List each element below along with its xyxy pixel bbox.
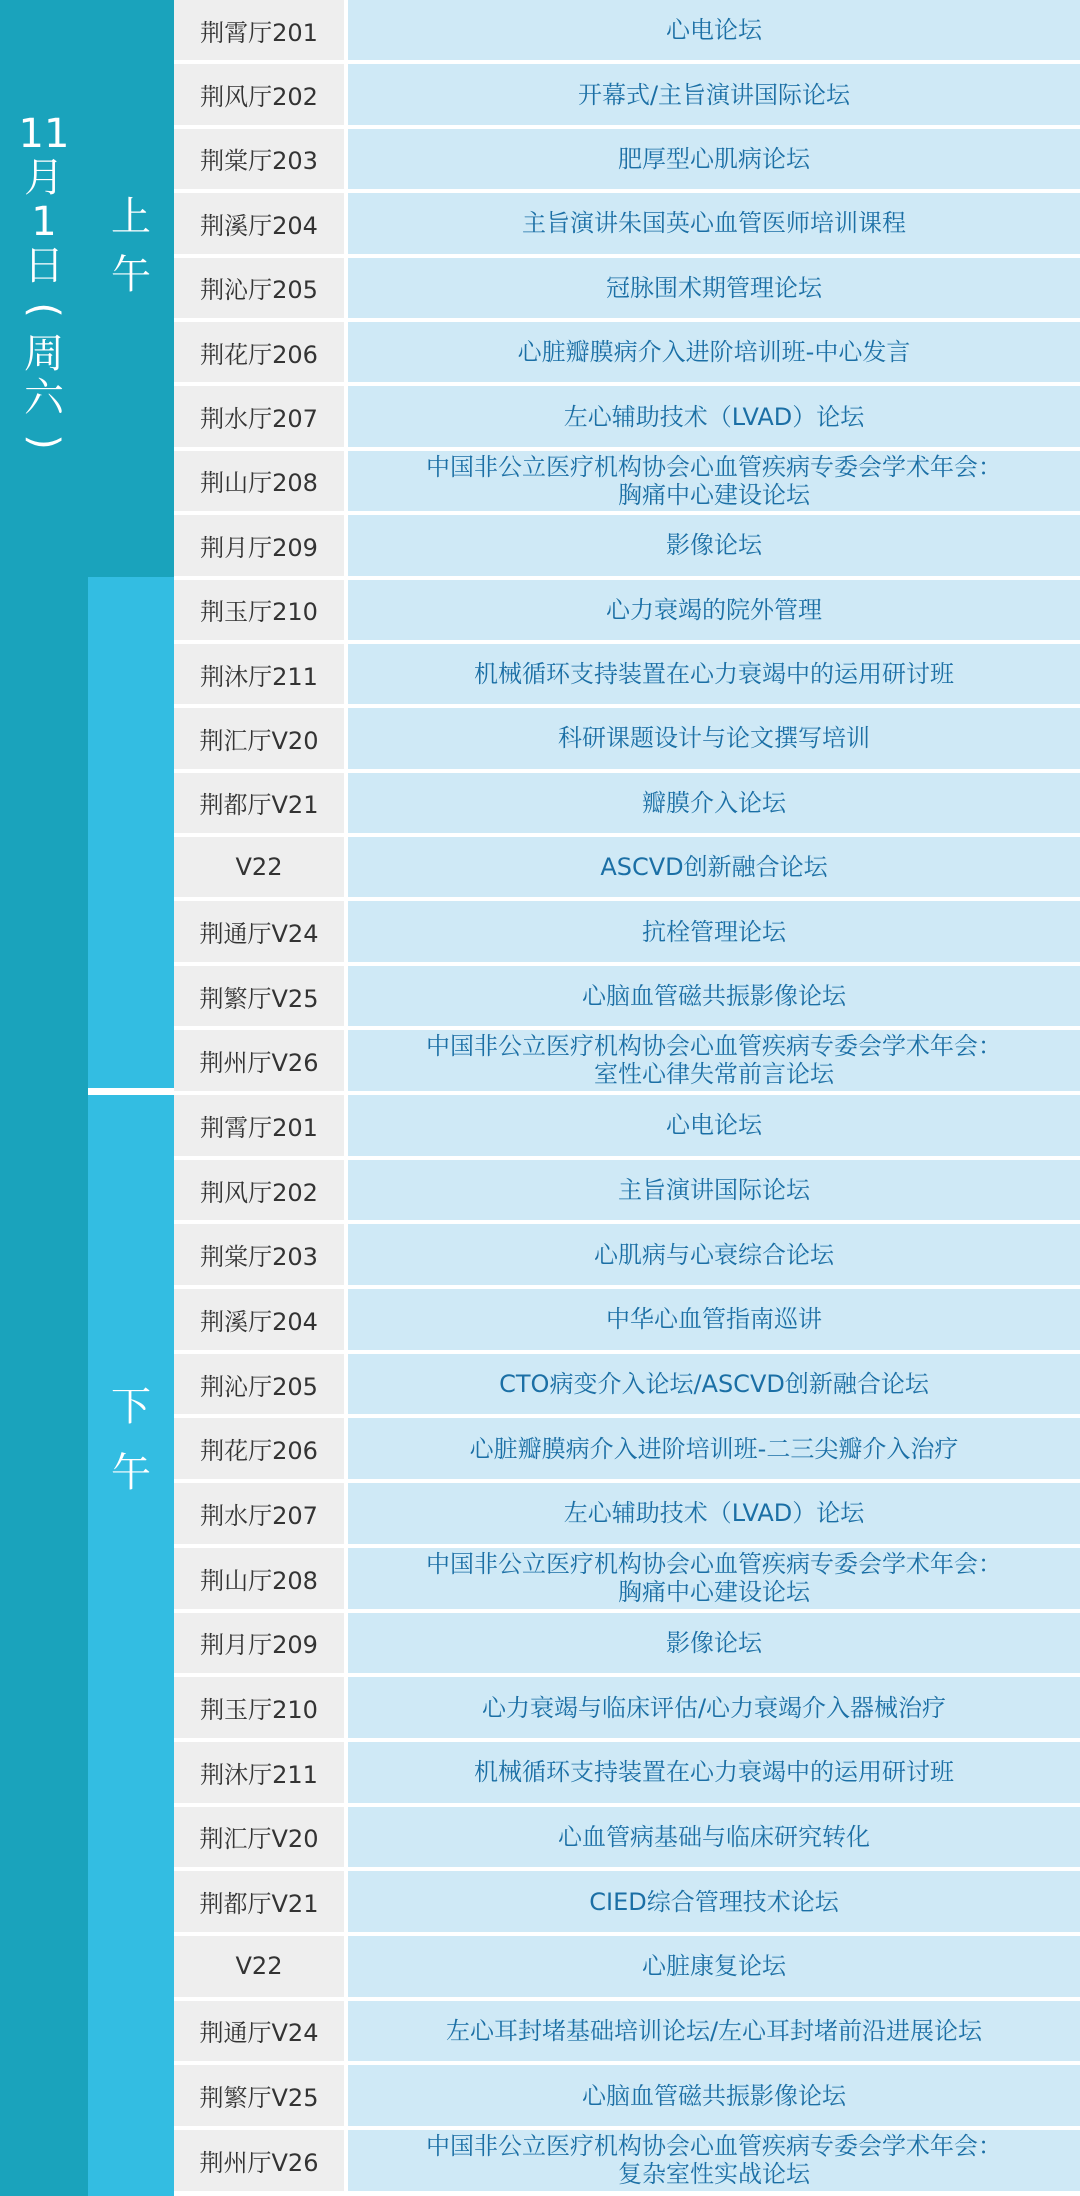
hall-name: 荆水厅207 xyxy=(174,1483,348,1544)
table-row xyxy=(174,0,1080,64)
afternoon-period xyxy=(88,1095,174,2196)
table-row xyxy=(174,386,1080,450)
hall-name: 荆汇厅V20 xyxy=(174,1807,348,1868)
hall-name: 荆玉厅210 xyxy=(174,1677,348,1738)
session-topic: 肥厚型心肌病论坛 xyxy=(348,129,1080,189)
hall-name: 荆沐厅211 xyxy=(174,644,348,704)
period-char: 午 xyxy=(111,1450,151,1496)
session-topic: 开幕式/主旨演讲国际论坛 xyxy=(348,64,1080,124)
hall-name: 荆水厅207 xyxy=(174,386,348,446)
table-row xyxy=(174,515,1080,579)
date-char: 周 xyxy=(24,331,64,377)
hall-name: 荆霄厅201 xyxy=(174,1095,348,1156)
hall-name: 荆花厅206 xyxy=(174,1418,348,1479)
hall-name: 荆都厅V21 xyxy=(174,1871,348,1932)
table-row xyxy=(174,1548,1080,1613)
table-row xyxy=(174,1483,1080,1548)
session-topic: 左心耳封堵基础培训论坛/左心耳封堵前沿进展论坛 xyxy=(348,2001,1080,2062)
hall-name: 荆月厅209 xyxy=(174,1613,348,1674)
table-row xyxy=(174,580,1080,644)
hall-name: 荆玉厅210 xyxy=(174,580,348,640)
table-row xyxy=(174,1807,1080,1872)
table-row xyxy=(174,644,1080,708)
table-row xyxy=(174,1613,1080,1678)
afternoon-schedule-table xyxy=(174,1095,1080,2195)
date-column xyxy=(0,0,88,2196)
session-topic: 左心辅助技术（LVAD）论坛 xyxy=(348,386,1080,446)
session-topic: 心脏瓣膜病介入进阶培训班-中心发言 xyxy=(348,322,1080,382)
hall-name: 荆州厅V26 xyxy=(174,1030,348,1090)
table-row xyxy=(174,1095,1080,1160)
hall-name: 荆霄厅201 xyxy=(174,0,348,60)
hall-name: 荆月厅209 xyxy=(174,515,348,575)
session-topic: 心电论坛 xyxy=(348,1095,1080,1156)
date-char: 1 xyxy=(31,199,57,245)
hall-name: 荆州厅V26 xyxy=(174,2130,348,2191)
session-topic: 抗栓管理论坛 xyxy=(348,901,1080,961)
hall-name: 荆汇厅V20 xyxy=(174,708,348,768)
table-row xyxy=(174,322,1080,386)
table-row xyxy=(174,1030,1080,1094)
table-row xyxy=(174,901,1080,965)
session-topic: 中国非公立医疗机构协会心血管疾病专委会学术年会： 室性心律失常前言论坛 xyxy=(348,1030,1080,1090)
date-char: 六 xyxy=(24,375,64,421)
session-topic: 心脑血管磁共振影像论坛 xyxy=(348,2065,1080,2126)
morning-period xyxy=(88,0,174,577)
hall-name: 荆沁厅205 xyxy=(174,1354,348,1415)
session-topic: 中国非公立医疗机构协会心血管疾病专委会学术年会： 胸痛中心建设论坛 xyxy=(348,1548,1080,1609)
date-char: ) xyxy=(20,434,67,450)
session-topic: 心力衰竭的院外管理 xyxy=(348,580,1080,640)
hall-name: 荆山厅208 xyxy=(174,1548,348,1609)
hall-name: V22 xyxy=(174,837,348,897)
hall-name: 荆都厅V21 xyxy=(174,773,348,833)
session-topic: CIED综合管理技术论坛 xyxy=(348,1871,1080,1932)
date-label xyxy=(0,112,88,464)
session-topic: 机械循环支持装置在心力衰竭中的运用研讨班 xyxy=(348,1742,1080,1803)
hall-name: 荆棠厅203 xyxy=(174,1224,348,1285)
date-char: 11 xyxy=(18,111,70,157)
table-row xyxy=(174,258,1080,322)
table-row xyxy=(174,129,1080,193)
session-topic: 主旨演讲朱国英心血管医师培训课程 xyxy=(348,193,1080,253)
date-char: 日 xyxy=(24,243,64,289)
hall-name: 荆山厅208 xyxy=(174,451,348,511)
table-row xyxy=(174,193,1080,257)
hall-name: 荆风厅202 xyxy=(174,64,348,124)
table-row xyxy=(174,64,1080,128)
session-topic: 心力衰竭与临床评估/心力衰竭介入器械治疗 xyxy=(348,1677,1080,1738)
table-row xyxy=(174,1936,1080,2001)
table-row xyxy=(174,966,1080,1030)
hall-name: 荆繁厅V25 xyxy=(174,2065,348,2126)
hall-name: 荆溪厅204 xyxy=(174,193,348,253)
morning-schedule-table xyxy=(174,0,1080,1095)
table-row xyxy=(174,1742,1080,1807)
hall-name: 荆通厅V24 xyxy=(174,2001,348,2062)
hall-name: 荆花厅206 xyxy=(174,322,348,382)
session-topic: 心电论坛 xyxy=(348,0,1080,60)
table-row xyxy=(174,837,1080,901)
hall-name: 荆通厅V24 xyxy=(174,901,348,961)
table-row xyxy=(174,1871,1080,1936)
session-topic: CTO病变介入论坛/ASCVD创新融合论坛 xyxy=(348,1354,1080,1415)
session-topic: ASCVD创新融合论坛 xyxy=(348,837,1080,897)
hall-name: 荆沁厅205 xyxy=(174,258,348,318)
period-char: 上 xyxy=(111,194,151,240)
table-row xyxy=(174,2130,1080,2195)
session-topic: 冠脉围术期管理论坛 xyxy=(348,258,1080,318)
table-row xyxy=(174,1418,1080,1483)
session-topic: 中华心血管指南巡讲 xyxy=(348,1289,1080,1350)
period-char: 午 xyxy=(111,252,151,298)
morning-period-lower xyxy=(88,577,174,1088)
table-row xyxy=(174,2065,1080,2130)
hall-name: 荆繁厅V25 xyxy=(174,966,348,1026)
period-char: 下 xyxy=(111,1384,151,1430)
table-row xyxy=(174,773,1080,837)
hall-name: 荆溪厅204 xyxy=(174,1289,348,1350)
session-topic: 影像论坛 xyxy=(348,515,1080,575)
session-topic: 心脏康复论坛 xyxy=(348,1936,1080,1997)
table-row xyxy=(174,1224,1080,1289)
session-topic: 左心辅助技术（LVAD）论坛 xyxy=(348,1483,1080,1544)
table-row xyxy=(174,2001,1080,2066)
table-row xyxy=(174,1677,1080,1742)
table-row xyxy=(174,1160,1080,1225)
date-char: 月 xyxy=(24,155,64,201)
session-topic: 主旨演讲国际论坛 xyxy=(348,1160,1080,1221)
session-topic: 心肌病与心衰综合论坛 xyxy=(348,1224,1080,1285)
session-topic: 心脏瓣膜病介入进阶培训班-二三尖瓣介入治疗 xyxy=(348,1418,1080,1479)
session-topic: 心脑血管磁共振影像论坛 xyxy=(348,966,1080,1026)
session-topic: 科研课题设计与论文撰写培训 xyxy=(348,708,1080,768)
session-topic: 影像论坛 xyxy=(348,1613,1080,1674)
table-row xyxy=(174,1289,1080,1354)
session-topic: 瓣膜介入论坛 xyxy=(348,773,1080,833)
date-char: ( xyxy=(20,302,67,318)
session-topic: 心血管病基础与临床研究转化 xyxy=(348,1807,1080,1868)
table-row xyxy=(174,451,1080,515)
hall-name: V22 xyxy=(174,1936,348,1997)
hall-name: 荆沐厅211 xyxy=(174,1742,348,1803)
hall-name: 荆风厅202 xyxy=(174,1160,348,1221)
table-row xyxy=(174,708,1080,772)
session-topic: 机械循环支持装置在心力衰竭中的运用研讨班 xyxy=(348,644,1080,704)
session-topic: 中国非公立医疗机构协会心血管疾病专委会学术年会： 复杂室性实战论坛 xyxy=(348,2130,1080,2191)
hall-name: 荆棠厅203 xyxy=(174,129,348,189)
session-topic: 中国非公立医疗机构协会心血管疾病专委会学术年会： 胸痛中心建设论坛 xyxy=(348,451,1080,511)
table-row xyxy=(174,1354,1080,1419)
